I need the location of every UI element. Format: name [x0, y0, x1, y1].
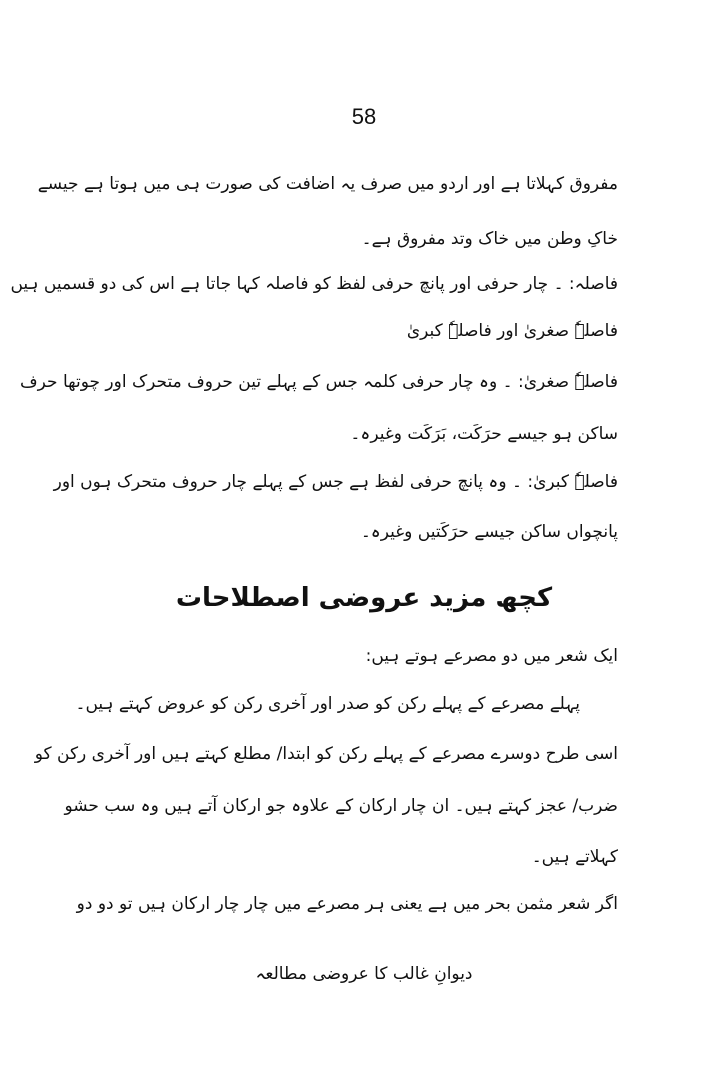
text-line: اگر شعر مثمن بحر میں ہے یعنی ہر مصرعے میں چار چار ارکان ہیں تو دو دو [76, 894, 618, 914]
text-line: مفروق کہلاتا ہے اور اردو میں صرف یہ اضافت کی صورت ہی میں ہوتا ہے جیسے [37, 174, 618, 194]
text-line: ساکن ہو جیسے حرَکَت، بَرَکَت وغیرہ۔ [350, 424, 618, 444]
text-line: خاکِ وطن میں خاک وتد مفروق ہے۔ [361, 229, 618, 249]
text-line: پانچواں ساکن جیسے حرَکَتیں وغیرہ۔ [360, 522, 618, 542]
text-line: فاصلہٗ صغریٰ اور فاصلہٗ کبریٰ [406, 321, 618, 341]
text-line: فاصلہ: ۔ چار حرفی اور پانچ حرفی لفظ کو فاصلہ کہا جاتا ہے اس کی دو قسمیں ہیں [10, 274, 618, 294]
text-line: اسی طرح دوسرے مصرعے کے پہلے رکن کو ابتدا/ مطلع کہتے ہیں اور آخری رکن کو [34, 744, 618, 764]
text-line: فاصلہٗ کبریٰ: ۔ وہ پانچ حرفی لفظ ہے جس کے پہلے چار حروف متحرک ہوں اور [53, 472, 618, 492]
page-footer: دیوانِ غالب کا عروضی مطالعہ [255, 964, 473, 984]
text-line: پہلے مصرعے کے پہلے رکن کو صدر اور آخری رکن کو عروض کہتے ہیں۔ [75, 694, 580, 714]
text-line: کہلاتے ہیں۔ [531, 847, 618, 867]
text-line: فاصلہٗ صغریٰ: ۔ وہ چار حرفی کلمہ جس کے پہلے تین حروف متحرک اور چوتھا حرف [20, 372, 618, 392]
section-heading: کچھ مزید عروضی اصطلاحات [175, 583, 553, 613]
page-number: 58 [351, 104, 377, 129]
text-line: ایک شعر میں دو مصرعے ہوتے ہیں: [365, 646, 618, 666]
text-line: ضرب/ عجز کہتے ہیں۔ ان چار ارکان کے علاوہ جو ارکان آتے ہیں وہ سب حشو [64, 796, 618, 816]
